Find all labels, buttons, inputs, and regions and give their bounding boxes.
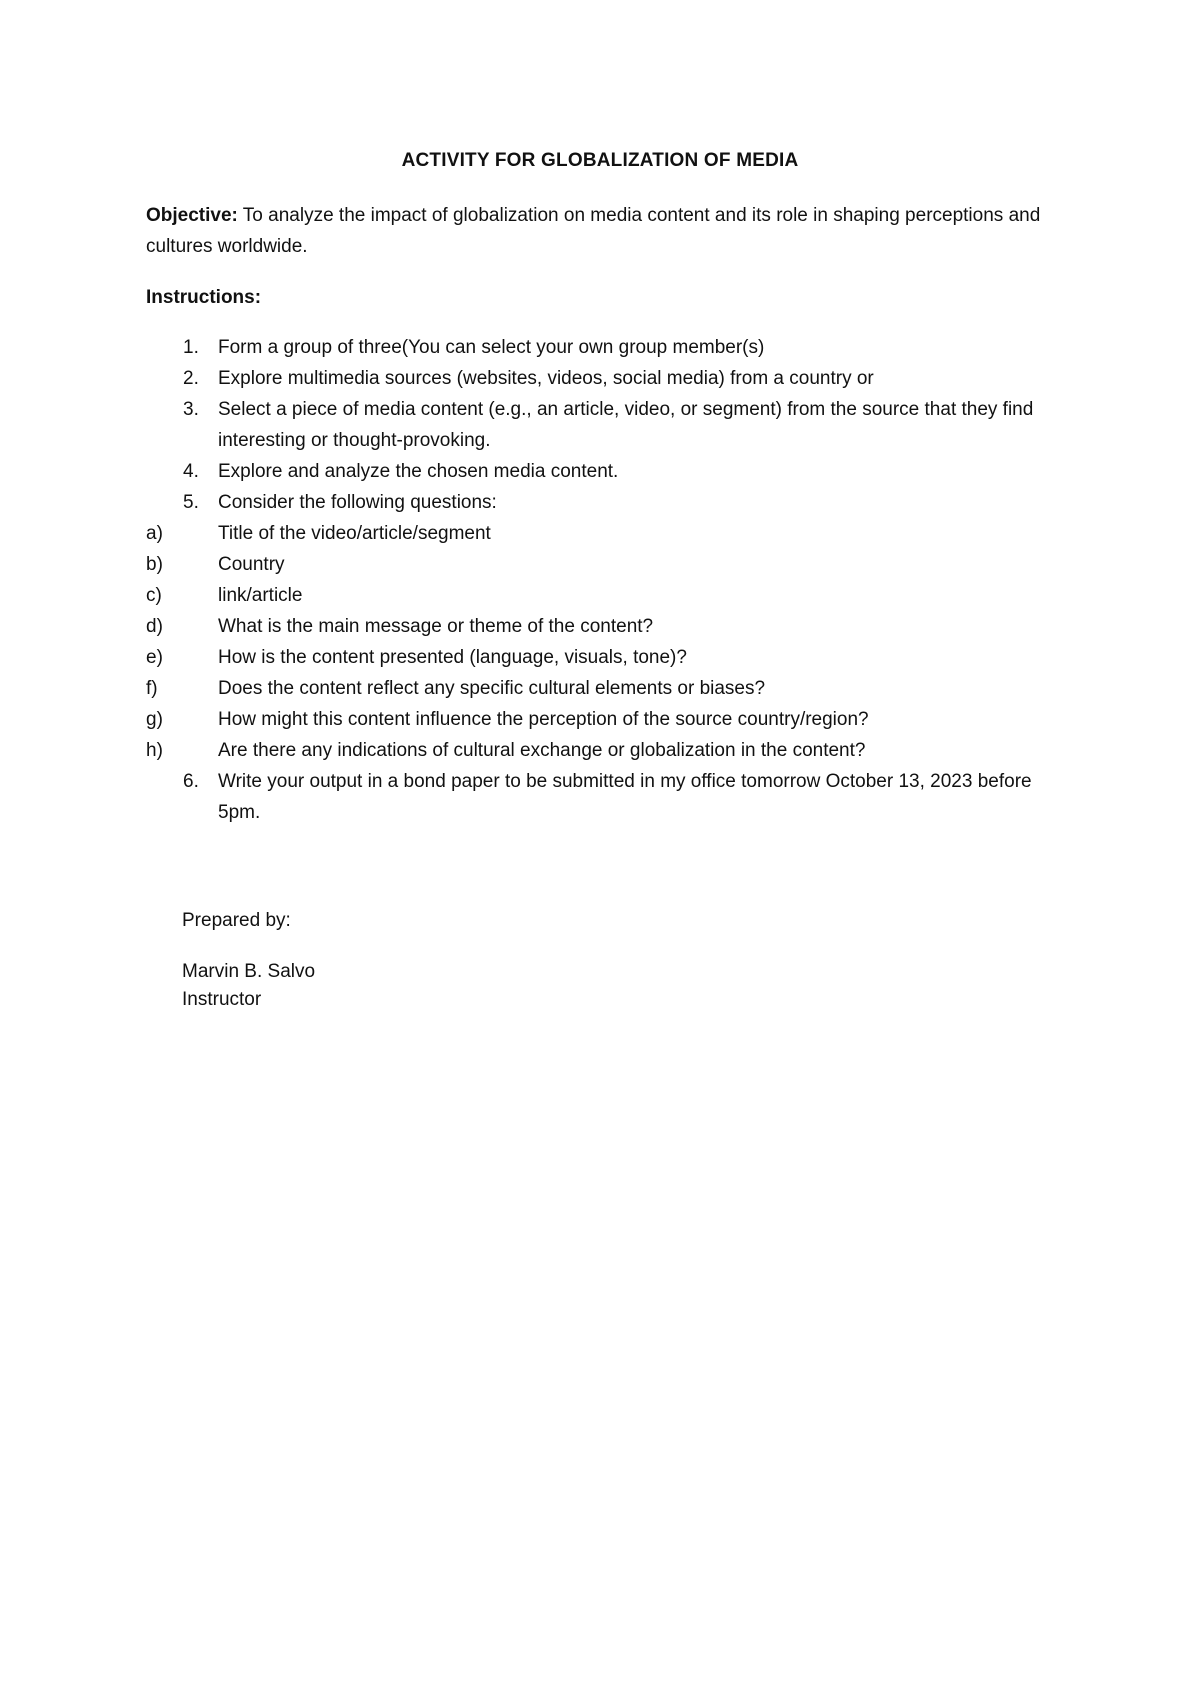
list-item-text: Explore multimedia sources (websites, videos, social media) from a country or (218, 368, 874, 389)
list-item (146, 580, 1066, 611)
objective-paragraph (146, 200, 1066, 262)
list-item (146, 611, 1066, 642)
list-marker: g) (146, 709, 163, 730)
page-title: ACTIVITY FOR GLOBALIZATION OF MEDIA (401, 150, 799, 171)
list-item (146, 704, 1066, 735)
list-item (146, 735, 1066, 766)
list-item (146, 487, 1066, 518)
list-item (146, 766, 1066, 828)
instructions-heading: Instructions: (146, 287, 262, 308)
list-item (146, 518, 1066, 549)
list-marker: d) (146, 616, 163, 637)
list-marker: 3. (183, 399, 199, 420)
list-item-text: Form a group of three(You can select your own group member(s) (218, 337, 765, 358)
signature-block (182, 958, 315, 1014)
list-item (146, 394, 1066, 456)
list-marker: 1. (183, 337, 199, 358)
list-item-text: Explore and analyze the chosen media content. (218, 461, 619, 482)
list-item-text: Select a piece of media content (e.g., an article, video, or segment) from the source that they find interesting or thought-provoking. (218, 399, 1034, 451)
list-item-text: How is the content presented (language, visuals, tone)? (218, 647, 687, 668)
signatory-name: Marvin B. Salvo (182, 961, 316, 982)
objective-label: Objective: (146, 205, 238, 226)
list-item (146, 332, 1066, 363)
list-marker: h) (146, 740, 163, 761)
list-marker: 5. (183, 492, 199, 513)
list-item (146, 549, 1066, 580)
prepared-by-label: Prepared by: (182, 910, 291, 931)
list-marker: f) (146, 678, 158, 699)
list-item (146, 456, 1066, 487)
signatory-role: Instructor (182, 989, 262, 1010)
list-item-text: Title of the video/article/segment (218, 523, 491, 544)
document-body (146, 200, 1066, 828)
list-marker: b) (146, 554, 163, 575)
instruction-list (146, 332, 1066, 828)
list-item (146, 642, 1066, 673)
list-marker: a) (146, 523, 163, 544)
list-item (146, 363, 1066, 394)
list-marker: e) (146, 647, 163, 668)
list-item-text: Write your output in a bond paper to be submitted in my office tomorrow October 13, 2023 before 5pm. (218, 771, 1032, 823)
list-marker: 6. (183, 771, 199, 792)
objective-text: To analyze the impact of globalization on media content and its role in shaping perceptions and cultures worldwide. (146, 205, 1041, 257)
list-item-text: Are there any indications of cultural exchange or globalization in the content? (218, 740, 866, 761)
list-marker: c) (146, 585, 162, 606)
list-marker: 4. (183, 461, 199, 482)
list-item-text: How might this content influence the perception of the source country/region? (218, 709, 869, 730)
list-item-text: Country (218, 554, 285, 575)
list-item (146, 673, 1066, 704)
list-item-text: What is the main message or theme of the content? (218, 616, 654, 637)
list-item-text: link/article (218, 585, 303, 606)
list-marker: 2. (183, 368, 199, 389)
list-item-text: Does the content reflect any specific cultural elements or biases? (218, 678, 766, 699)
list-item-text: Consider the following questions: (218, 492, 497, 513)
